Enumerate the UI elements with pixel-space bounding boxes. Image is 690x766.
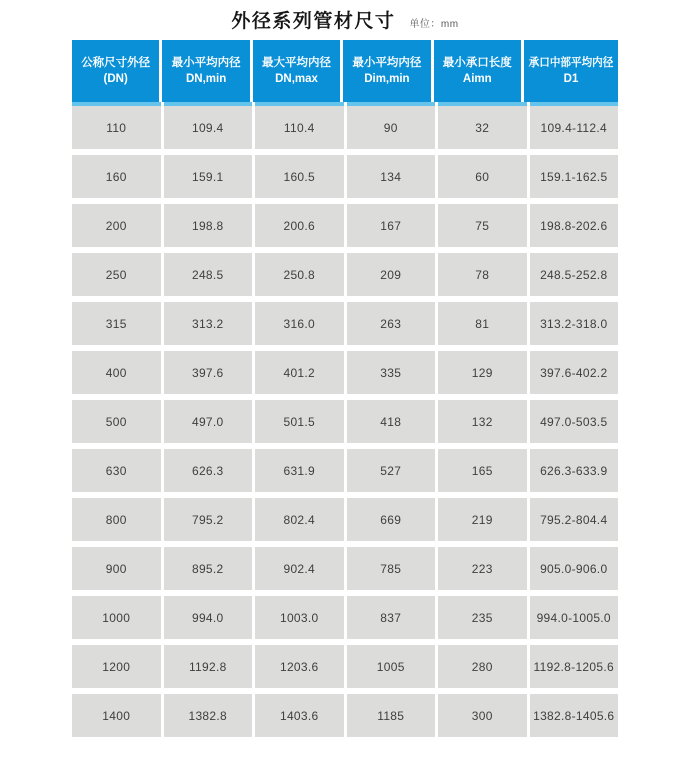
table-cell: 1400 [72, 694, 161, 737]
table-cell: 800 [72, 498, 161, 541]
table-cell: 500 [72, 400, 161, 443]
column-header-label: 承口中部平均内径 [528, 56, 614, 69]
table-row [72, 547, 618, 590]
table-cell: 209 [347, 253, 436, 296]
column-header-d1 [524, 40, 618, 102]
table-cell: 200 [72, 204, 161, 247]
table-cell: 1192.8 [164, 645, 253, 688]
column-header-dim-min [343, 40, 430, 102]
table-cell: 994.0 [164, 596, 253, 639]
table-cell: 132 [438, 400, 527, 443]
column-header-symbol: (DN) [103, 73, 128, 85]
table-cell: 626.3 [164, 449, 253, 492]
table-cell: 1185 [347, 694, 436, 737]
table-cell: 313.2-318.0 [530, 302, 619, 345]
table-cell: 263 [347, 302, 436, 345]
table-row [72, 596, 618, 639]
table-cell: 497.0 [164, 400, 253, 443]
table-cell: 200.6 [255, 204, 344, 247]
table-cell: 280 [438, 645, 527, 688]
column-header-symbol: DN,max [275, 73, 318, 85]
table-cell: 400 [72, 351, 161, 394]
table-header-row [72, 40, 618, 102]
column-header-label: 公称尺寸外径 [81, 56, 151, 69]
table-cell: 900 [72, 547, 161, 590]
table-cell: 160.5 [255, 155, 344, 198]
table-cell: 160 [72, 155, 161, 198]
table-cell: 1003.0 [255, 596, 344, 639]
column-header-label: 最小承口长度 [442, 56, 512, 69]
table-body [72, 106, 618, 737]
table-cell: 1382.8-1405.6 [530, 694, 619, 737]
table-cell: 198.8-202.6 [530, 204, 619, 247]
table-cell: 81 [438, 302, 527, 345]
table-cell: 110.4 [255, 106, 344, 149]
table-cell: 248.5-252.8 [530, 253, 619, 296]
table-cell: 1000 [72, 596, 161, 639]
table-cell: 785 [347, 547, 436, 590]
table-cell: 300 [438, 694, 527, 737]
table-cell: 223 [438, 547, 527, 590]
table-row [72, 253, 618, 296]
table-cell: 159.1 [164, 155, 253, 198]
table-cell: 501.5 [255, 400, 344, 443]
column-header-symbol: D1 [563, 73, 579, 85]
table-cell: 802.4 [255, 498, 344, 541]
pipe-dimension-table [72, 40, 618, 737]
table-cell: 248.5 [164, 253, 253, 296]
column-header-label: 最小平均内径 [171, 56, 241, 69]
table-row [72, 400, 618, 443]
table-cell: 250 [72, 253, 161, 296]
column-header-symbol: DN,min [185, 73, 227, 85]
column-header-label: 最小平均内径 [352, 56, 422, 69]
table-cell: 1382.8 [164, 694, 253, 737]
column-header-symbol: Aimn [462, 73, 492, 85]
table-cell: 167 [347, 204, 436, 247]
table-cell: 795.2-804.4 [530, 498, 619, 541]
table-cell: 795.2 [164, 498, 253, 541]
table-cell: 631.9 [255, 449, 344, 492]
table-cell: 165 [438, 449, 527, 492]
table-row [72, 204, 618, 247]
table-cell: 316.0 [255, 302, 344, 345]
table-cell: 994.0-1005.0 [530, 596, 619, 639]
table-cell: 895.2 [164, 547, 253, 590]
table-cell: 315 [72, 302, 161, 345]
table-row [72, 449, 618, 492]
title-area [0, 6, 690, 33]
table-row [72, 302, 618, 345]
table-cell: 109.4 [164, 106, 253, 149]
table-row [72, 351, 618, 394]
table-cell: 109.4-112.4 [530, 106, 619, 149]
table-cell: 110 [72, 106, 161, 149]
table-cell: 527 [347, 449, 436, 492]
table-cell: 497.0-503.5 [530, 400, 619, 443]
column-header-dn-min [162, 40, 249, 102]
table-cell: 837 [347, 596, 436, 639]
table-cell: 905.0-906.0 [530, 547, 619, 590]
table-cell: 1192.8-1205.6 [530, 645, 619, 688]
table-cell: 335 [347, 351, 436, 394]
table-cell: 90 [347, 106, 436, 149]
table-cell: 902.4 [255, 547, 344, 590]
table-cell: 235 [438, 596, 527, 639]
table-cell: 1403.6 [255, 694, 344, 737]
table-row [72, 155, 618, 198]
table-cell: 626.3-633.9 [530, 449, 619, 492]
table-cell: 219 [438, 498, 527, 541]
table-cell: 1005 [347, 645, 436, 688]
table-cell: 397.6-402.2 [530, 351, 619, 394]
table-row [72, 645, 618, 688]
table-cell: 32 [438, 106, 527, 149]
table-cell: 78 [438, 253, 527, 296]
table-cell: 198.8 [164, 204, 253, 247]
table-cell: 418 [347, 400, 436, 443]
table-cell: 250.8 [255, 253, 344, 296]
table-cell: 129 [438, 351, 527, 394]
page-title: 外径系列管材尺寸 [231, 11, 396, 32]
table-cell: 397.6 [164, 351, 253, 394]
unit-label: 单位：mm [409, 18, 459, 30]
column-header-dn-max [253, 40, 340, 102]
table-cell: 134 [347, 155, 436, 198]
table-row [72, 498, 618, 541]
table-cell: 401.2 [255, 351, 344, 394]
table-cell: 630 [72, 449, 161, 492]
table-row [72, 694, 618, 737]
table-cell: 60 [438, 155, 527, 198]
column-header-aimn [434, 40, 521, 102]
table-cell: 1203.6 [255, 645, 344, 688]
table-cell: 313.2 [164, 302, 253, 345]
table-cell: 669 [347, 498, 436, 541]
table-cell: 75 [438, 204, 527, 247]
column-header-symbol: Dim,min [364, 73, 410, 85]
column-header-dn [72, 40, 159, 102]
table-row [72, 106, 618, 149]
table-cell: 159.1-162.5 [530, 155, 619, 198]
column-header-label: 最大平均内径 [261, 56, 331, 69]
table-cell: 1200 [72, 645, 161, 688]
